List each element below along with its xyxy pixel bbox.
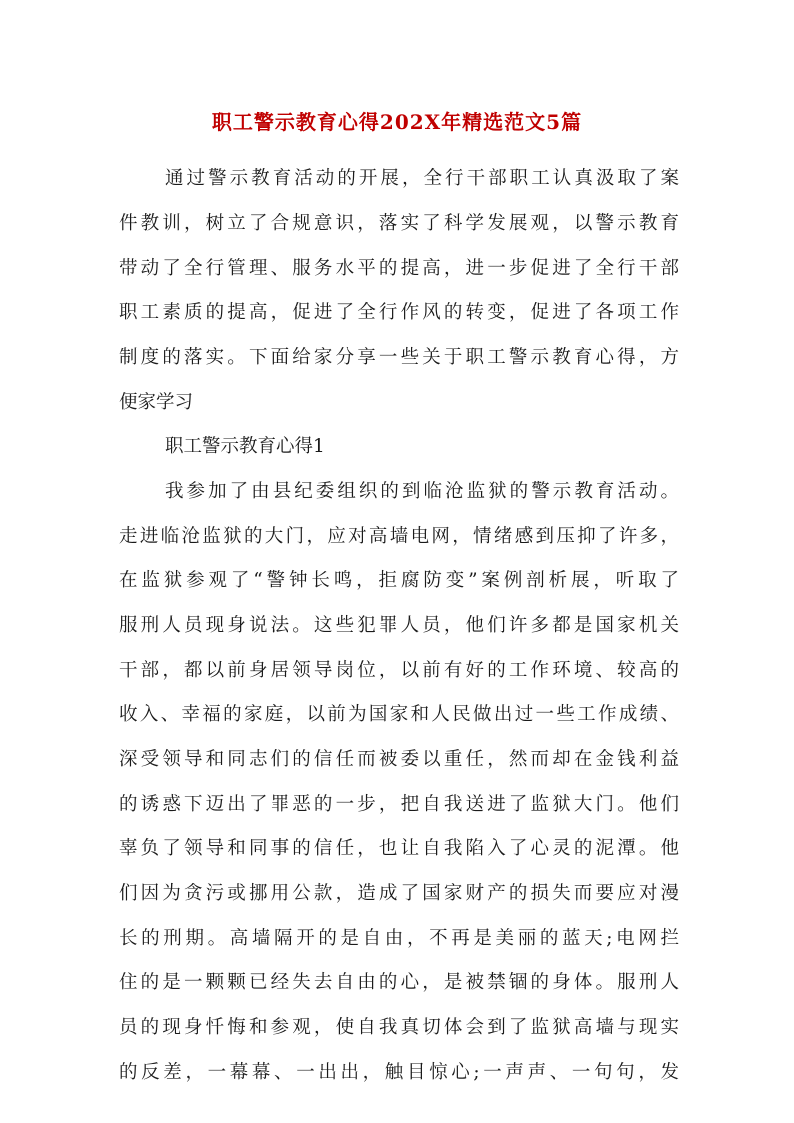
body-line: 服刑人员现身说法。这些犯罪人员，他们许多都是国家机关	[119, 615, 679, 636]
body-line: 辜负了领导和同事的信任，也让自我陷入了心灵的泥潭。他	[119, 838, 679, 859]
body-line: 在监狱参观了“警钟长鸣，拒腐防变”案例剖析展，听取了	[119, 570, 679, 591]
intro-line: 便家学习	[119, 392, 194, 413]
body-line: 走进临沧监狱的大门，应对高墙电网，情绪感到压抑了许多，	[119, 526, 679, 547]
body-line: 我参加了由县纪委组织的到临沧监狱的警示教育活动。	[165, 481, 679, 502]
body-line: 的反差，一幕幕、一出出，触目惊心;一声声、一句句，发	[119, 1062, 679, 1083]
intro-line: 件教训，树立了合规意识，落实了科学发展观，以警示教育	[119, 213, 679, 234]
body-line: 员的现身忏悔和参观，使自我真切体会到了监狱高墙与现实	[119, 1017, 679, 1038]
body-line: 干部，都以前身居领导岗位，以前有好的工作环境、较高的	[119, 660, 679, 681]
section-heading: 职工警示教育心得1	[165, 436, 325, 457]
document-title: 职工警示教育心得202X年精选范文5篇	[211, 110, 583, 134]
intro-line: 通过警示教育活动的开展，全行干部职工认真汲取了案	[165, 168, 679, 189]
intro-line: 带动了全行管理、服务水平的提高，进一步促进了全行干部	[119, 258, 679, 279]
body-line: 收入、幸福的家庭，以前为国家和人民做出过一些工作成绩、	[119, 704, 679, 725]
intro-line: 职工素质的提高，促进了全行作风的转变，促进了各项工作	[119, 302, 679, 323]
intro-line: 制度的落实。下面给家分享一些关于职工警示教育心得，方	[119, 347, 679, 368]
body-line: 们因为贪污或挪用公款，造成了国家财产的损失而要应对漫	[119, 883, 679, 904]
body-line: 住的是一颗颗已经失去自由的心，是被禁锢的身体。服刑人	[119, 972, 679, 993]
body-line: 长的刑期。高墙隔开的是自由，不再是美丽的蓝天;电网拦	[119, 928, 679, 949]
body-line: 的诱惑下迈出了罪恶的一步，把自我送进了监狱大门。他们	[119, 794, 679, 815]
body-line: 深受领导和同志们的信任而被委以重任，然而却在金钱利益	[119, 749, 679, 770]
